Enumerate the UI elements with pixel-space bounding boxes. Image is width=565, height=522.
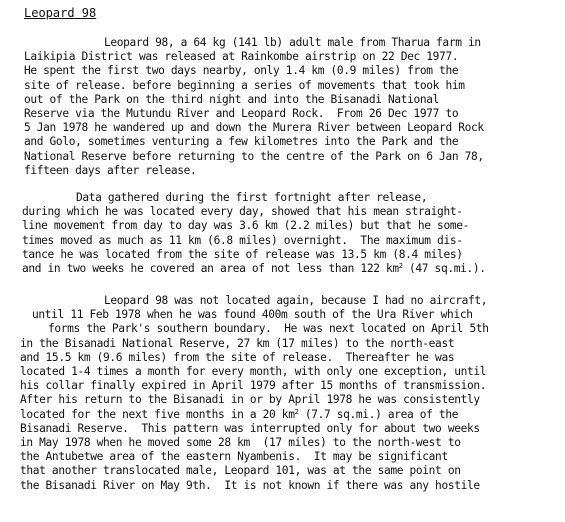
text-line: [24, 79, 465, 93]
line-text-continued: (7.7 sq.mi.) area of the: [298, 407, 459, 421]
line-text: 5 Jan 1978 he wandered up and down the Murera River between Leopard Rock: [24, 121, 484, 135]
line-text: the Bisanadi River on May 9th. It is not known if there was any hostile: [20, 478, 480, 492]
line-text: National Reserve before returning to the centre of the Park on 6 Jan 78,: [24, 149, 484, 163]
line-text: site of release. before beginning a series of movements that took him: [24, 78, 465, 92]
text-line: [104, 294, 487, 308]
text-line: [20, 436, 461, 450]
line-text: Data gathered during the first fortnight after release,: [76, 191, 428, 204]
line-text: until 11 Feb 1978 when he was found 400m south of the Ura River which: [32, 308, 473, 322]
text-line: [22, 262, 486, 276]
line-text: and 15.5 km (9.6 miles) from the site of release. Thereafter he was: [20, 350, 455, 364]
text-line: [20, 351, 454, 365]
line-text: located 1-4 times a month for every month, with only one exception, until: [20, 365, 487, 378]
line-text: in the Bisanadi National Reserve, 27 km (17 miles) to the north-east: [20, 336, 455, 350]
superscript: 2: [294, 407, 299, 416]
text-line: [22, 219, 469, 233]
text-line: [22, 205, 463, 219]
line-text: that another translocated male, Leopard 101, was at the same point on: [20, 464, 461, 478]
line-text: forms the Park's southern boundary. He was next located on April 5th: [48, 322, 489, 336]
text-line: [32, 308, 473, 322]
text-line: [20, 450, 448, 464]
text-line: [104, 36, 481, 50]
line-text: Laikipia District was released at Rainkombe airstrip on 22 Dec 1977.: [24, 50, 459, 64]
text-line: [24, 50, 458, 64]
text-line: [20, 379, 486, 393]
line-text: and in two weeks he covered an area of not less than 122 km: [22, 262, 399, 275]
line-text: line movement from day to day was 3.6 km (2.2 miles) but that he some-: [22, 219, 469, 233]
text-line: [20, 337, 454, 351]
line-text: Leopard 98, a 64 kg (141 lb) adult male from Tharua farm in: [104, 36, 481, 49]
line-text: times moved as much as 11 km (6.8 miles) overnight. The maximum dis-: [22, 233, 463, 247]
text-line: [24, 64, 458, 78]
page-title: Leopard 98: [24, 6, 97, 20]
line-text: during which he was located every day, showed that his mean straight-: [22, 205, 463, 219]
text-line: [20, 408, 458, 422]
text-line: [24, 164, 196, 178]
text-line: [24, 107, 458, 121]
text-line: [20, 464, 461, 478]
text-line: [48, 322, 489, 336]
text-line: [22, 248, 463, 262]
line-text: his collar finally expired in April 1979 after 15 months of transmission.: [20, 379, 487, 393]
line-text: located for the next five months in a 20 km: [20, 407, 295, 421]
text-line: [20, 393, 480, 407]
line-text: After his return to the Bisanadi in or by April 1978 he was consistently: [20, 393, 480, 407]
text-line: [24, 150, 484, 164]
text-line: [20, 365, 486, 379]
line-text: in May 1978 when he moved some 28 km (17 miles) to the north-west to: [20, 436, 461, 449]
line-text: Leopard 98 was not located again, because I had no aircraft,: [104, 294, 488, 307]
line-text: fifteen days after release.: [24, 163, 197, 177]
text-line: [20, 422, 480, 436]
line-text: He spent the first two days nearby, only 1.4 km (0.9 miles) from the: [24, 64, 459, 78]
line-text: tance he was located from the site of release was 13.5 km (8.4 miles): [22, 247, 463, 261]
line-text: the Antubetwe area of the eastern Nyambenis. It may be significant: [20, 450, 448, 464]
text-line: [24, 93, 439, 107]
line-text: Bisanadi Reserve. This pattern was interrupted only for about two weeks: [20, 421, 480, 435]
text-line: [22, 234, 463, 248]
text-line: [24, 121, 484, 135]
line-text: Reserve via the Mutundu River and Leopard Rock. From 26 Dec 1977 to: [24, 107, 459, 120]
line-text: and Golo, sometimes venturing a few kilometres into the Park and the: [24, 135, 459, 149]
text-line: [20, 479, 480, 493]
superscript: 2: [398, 262, 403, 270]
line-text-continued: (47 sq.mi.).: [402, 262, 486, 275]
line-text: out of the Park on the third night and into the Bisanadi National: [24, 92, 440, 106]
text-line: [76, 191, 427, 205]
text-line: [24, 135, 458, 149]
